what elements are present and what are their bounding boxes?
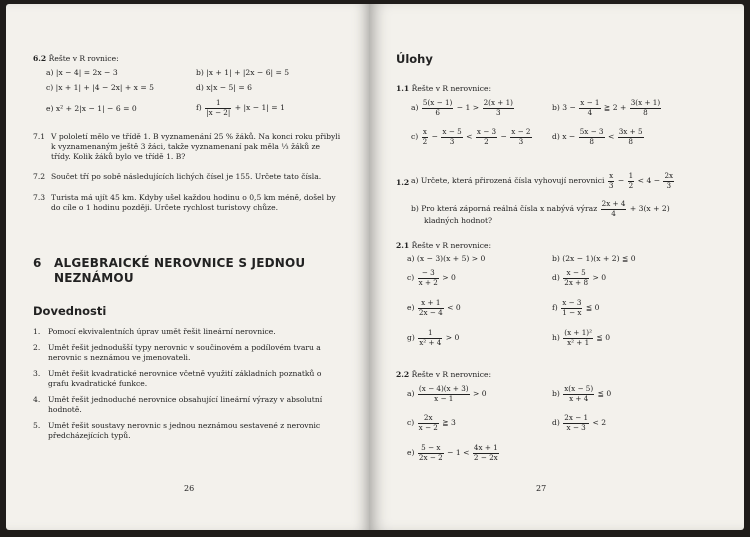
exercise-2-2-d: d) $\frac{2x - 1}{x - 3}$ < 2 xyxy=(552,413,607,432)
fraction: $\frac{5x - 3}{8}$ xyxy=(579,127,604,146)
chapter-title: ALGEBRAICKÉ NEROVNICE S JEDNOU NEZNÁMOU xyxy=(54,256,306,285)
fraction: $\frac{5(x - 1)}{6}$ xyxy=(422,98,453,117)
skill-number: 2. xyxy=(33,343,41,352)
fraction: $\frac{4x + 1}{2 - 2x}$ xyxy=(473,443,498,462)
exercise-1-2-b-continued: kladných hodnot? xyxy=(424,216,493,225)
fraction: $\frac{2x - 1}{x - 3}$ xyxy=(564,413,589,432)
exercise-6-2-f: f) $\frac{1}{|x - 2|}$ + |x − 1| = 1 xyxy=(196,98,285,117)
fraction: $\frac{x(x - 5)}{x + 4}$ xyxy=(564,384,594,403)
fraction: $\frac{2x}{3}$ xyxy=(664,171,674,190)
exercise-2-1-f: f) $\frac{x - 3}{1 - x}$ ≦ 0 xyxy=(552,298,600,317)
exercise-2-1-e: e) $\frac{x + 1}{2x - 4}$ < 0 xyxy=(407,298,461,317)
exercise-2-1-h: h) $\frac{\text{(x + 1)²}}{\text{x² + 1}}$ ≦ 0 xyxy=(552,328,611,347)
left-page xyxy=(6,4,369,530)
chapter-number: 6 xyxy=(33,256,42,270)
fraction: $\frac{\text{(x + 1)²}}{\text{x² + 1}}$ xyxy=(564,328,592,347)
exercise-1-1-c: c) $\frac{x}{2}$ − $\frac{x - 5}{3}$ < $\frac{x - 3}{2}$ − $\frac{x - 2}{3}$ xyxy=(411,127,531,146)
page-number: 26 xyxy=(184,484,195,493)
fraction: $\frac{2x + 4}{4}$ xyxy=(601,199,626,218)
fraction: $\frac{1}{\text{x² + 4}}$ xyxy=(419,328,442,347)
exercise-2-2-e: e) $\frac{5 - x}{2x - 2}$ − 1 < $\frac{4x + 1}{2 - 2x}$ xyxy=(407,443,498,462)
skills-title: Dovednosti xyxy=(33,304,107,318)
skill-number: 5. xyxy=(33,421,41,430)
fraction: $\frac{x - 5}{3}$ xyxy=(442,127,462,146)
skill-text: Umět řešit jednoduché nerovnice obsahující lineární výrazy v absolutní hodnotě. xyxy=(48,395,323,414)
fraction: $\frac{x - 3}{2}$ xyxy=(476,127,497,146)
exercise-2-1-c: c) $\frac{- 3}{x + 2}$ > 0 xyxy=(407,268,456,287)
fraction: $\frac{(x - 4)(x + 3)}{x - 1}$ xyxy=(418,384,469,403)
exercise-2-2-heading: 2.2 Řešte v R nerovnice: xyxy=(396,370,492,379)
exercise-2-2-a: a) $\frac{(x - 4)(x + 3)}{x - 1}$ > 0 xyxy=(407,384,487,403)
right-page xyxy=(369,4,744,530)
fraction: $\frac{x - 1}{4}$ xyxy=(580,98,600,117)
exercise-6-2-e: e) x² + 2|x − 1| − 6 = 0 xyxy=(46,104,137,113)
exercise-6-2-heading: 6.2 Řešte v R rovnice: xyxy=(33,54,119,63)
exercise-6-2-d: d) x|x − 5| = 6 xyxy=(196,83,252,92)
fraction: $\frac{3(x + 1)}{8}$ xyxy=(630,98,661,117)
exercise-6-2-b: b) |x + 1| + |2x − 6| = 5 xyxy=(196,68,290,77)
fraction: $\frac{x - 2}{3}$ xyxy=(511,127,531,146)
fraction: $\frac{2x}{x - 2}$ xyxy=(418,413,438,432)
skill-text: Umět řešit kvadratické nerovnice včetně využití základních poznatků o grafu kvadratické funkce. xyxy=(48,369,322,388)
exercise-1-1-d: d) x − $\frac{5x - 3}{8}$ < $\frac{3x + 5}{8}$ xyxy=(552,127,643,146)
exercise-2-1-b: b) (2x − 1)(x + 2) ≦ 0 xyxy=(552,254,636,263)
section-title: Úlohy xyxy=(396,52,433,66)
fraction: $\frac{- 3}{x + 2}$ xyxy=(418,268,438,287)
skill-number: 1. xyxy=(33,327,41,336)
exercise-2-1-heading: 2.1 Řešte v R nerovnice: xyxy=(396,241,492,250)
fraction: $\frac{5 - x}{2x - 2}$ xyxy=(418,443,443,462)
exercise-7-2-number: 7.2 xyxy=(33,172,46,181)
fraction: $\frac{x - 3}{1 - x}$ xyxy=(562,298,582,317)
exercise-1-2-a: a) Určete, která přirozená čísla vyhovují nerovnici $\frac{x}{3}$ − $\frac{1}{2}$ < 4 − $\frac{2x}{3}$ xyxy=(411,171,674,190)
fraction: $\frac{x - 5}{2x + 8}$ xyxy=(564,268,589,287)
exercise-2-2-c: c) $\frac{2x}{x - 2}$ ≧ 3 xyxy=(407,413,456,432)
exercise-7-3-text: Turista má ujít 45 km. Kdyby ušel každou hodinu o 0,5 km méně, došel by do cíle o 1 hodinu později. Určete rychlost turistovy chůze. xyxy=(51,193,336,212)
skill-number: 3. xyxy=(33,369,41,378)
exercise-7-3-number: 7.3 xyxy=(33,193,46,202)
skill-text: Pomocí ekvivalentních úprav umět řešit lineární nerovnice. xyxy=(48,327,276,336)
fraction: $\frac{1}{2}$ xyxy=(628,171,634,190)
exercise-1-1-b: b) 3 − $\frac{x - 1}{4}$ ≧ 2 + $\frac{3(x + 1)}{8}$ xyxy=(552,98,661,117)
skill-text: Umět řešit jednodušší typy nerovnic v součinovém a podílovém tvaru a nerovnic s neznámou ve jmenovateli. xyxy=(48,343,321,362)
exercise-1-2-number: 1.2 xyxy=(396,178,410,187)
fraction: $\frac{3x + 5}{8}$ xyxy=(618,127,643,146)
exercise-1-1-heading: 1.1 Řešte v R nerovnice: xyxy=(396,84,492,93)
fraction: $\frac{x + 1}{2x - 4}$ xyxy=(418,298,443,317)
fraction: $\frac{x}{2}$ xyxy=(422,127,428,146)
exercise-2-1-g: g) $\frac{1}{\text{x² + 4}}$ > 0 xyxy=(407,328,460,347)
skill-number: 4. xyxy=(33,395,41,404)
exercise-2-2-b: b) $\frac{x(x - 5)}{x + 4}$ ≦ 0 xyxy=(552,384,612,403)
exercise-1-1-a: a) $\frac{5(x - 1)}{6}$ − 1 > $\frac{2(x + 1)}{3}$ xyxy=(411,98,513,117)
exercise-2-1-d: d) $\frac{x - 5}{2x + 8}$ > 0 xyxy=(552,268,607,287)
exercise-7-1-text: V pololetí mělo ve třídě 1. B vyznamenání 25 % žáků. Na konci roku přibyli k vyznamenaným ještě 3 žáci, takže vyznamenaní pak měla ⅓ žáků ze třídy. Kolik žáků bylo ve třídě 1. B? xyxy=(51,132,341,161)
exercise-1-2-b: b) Pro která záporná reálná čísla x nabývá výraz $\frac{2x + 4}{4}$ + 3(x + 2) xyxy=(411,199,670,218)
skill-text: Umět řešit soustavy nerovnic s jednou neznámou sestavené z nerovnic předcházejících typů. xyxy=(48,421,321,440)
exercise-7-1-number: 7.1 xyxy=(33,132,46,141)
exercise-2-1-a: a) (x − 3)(x + 5) > 0 xyxy=(407,254,486,263)
fraction: $\frac{1}{|x - 2|}$ xyxy=(206,98,231,117)
fraction: $\frac{2(x + 1)}{3}$ xyxy=(483,98,513,117)
fraction: $\frac{x}{3}$ xyxy=(608,171,614,190)
exercise-6-2-c: c) |x + 1| + |4 − 2x| + x = 5 xyxy=(46,83,154,92)
exercise-6-2-a: a) |x − 4| = 2x − 3 xyxy=(46,68,118,77)
exercise-7-2-text: Součet tří po sobě následujících lichých čísel je 155. Určete tato čísla. xyxy=(51,172,322,181)
page-number: 27 xyxy=(536,484,547,493)
